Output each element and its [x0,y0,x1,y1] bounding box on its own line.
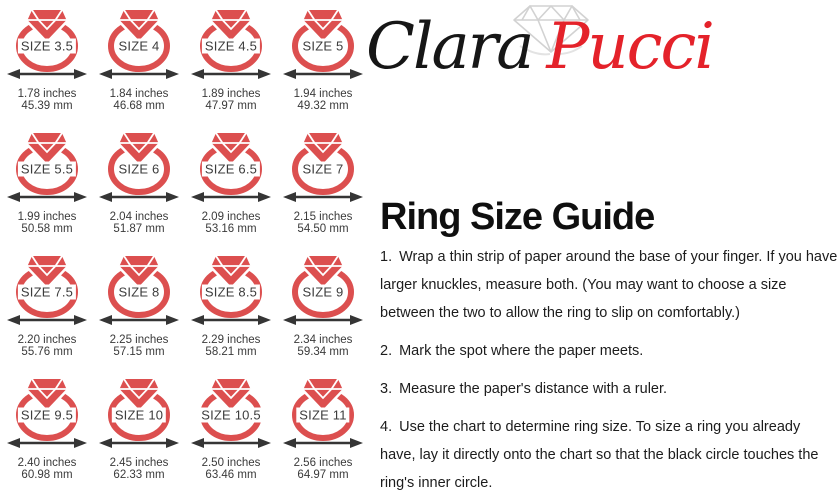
ring-size-label: SIZE 9.5 [18,408,76,423]
step-number: 2. [380,343,393,359]
diameter-inches: 2.09 inches [201,211,261,223]
diameter-inches: 1.89 inches [201,88,261,100]
diameter-mm: 57.15 mm [113,345,165,358]
ring-size-label: SIZE 7.5 [18,285,76,300]
instruction-step [380,337,838,365]
diameter-inches: 2.15 inches [293,211,353,223]
diameter-mm: 63.46 mm [205,468,257,481]
step-text: Use the chart to determine ring size. To size a ring you already have, lay it directly onto the chart so that the black circle touches the ring's inner circle. [380,419,819,491]
instructions-list [380,243,838,501]
instruction-step [380,243,838,327]
step-number: 3. [380,381,393,397]
diameter-inches: 1.94 inches [293,88,353,100]
diameter-inches: 2.45 inches [109,457,169,469]
diameter-mm: 59.34 mm [297,345,349,358]
instruction-step [380,413,838,497]
diameter-inches: 2.34 inches [293,334,353,346]
diameter-mm: 64.97 mm [297,468,349,481]
diameter-inches: 1.99 inches [17,211,77,223]
step-text: Wrap a thin strip of paper around the base of your finger. If you have larger knuckles, measure both. (You may want to choose a size between the two to allow the ring to slip on comfortably.) [380,249,838,321]
page-title: Ring Size Guide [380,196,655,238]
ring-size-label: SIZE 5.5 [18,162,76,177]
ring-size-label: SIZE 8 [116,285,163,300]
step-number: 1. [380,249,393,265]
diameter-inches: 2.04 inches [109,211,169,223]
ring-size-label: SIZE 4 [116,39,163,54]
step-text: Measure the paper's distance with a ruler. [399,381,668,397]
diameter-mm: 45.39 mm [21,99,73,112]
diameter-inches: 1.78 inches [17,88,77,100]
diameter-mm: 50.58 mm [21,222,73,235]
ring-size-label: SIZE 6 [116,162,163,177]
diameter-inches: 2.29 inches [201,334,261,346]
step-text: Mark the spot where the paper meets. [399,343,644,359]
ring-size-label: SIZE 6.5 [202,162,260,177]
diameter-inches: 2.56 inches [293,457,353,469]
step-number: 4. [380,419,393,435]
diameter-mm: 58.21 mm [205,345,257,358]
diameter-inches: 2.20 inches [17,334,77,346]
diameter-mm: 60.98 mm [21,468,73,481]
diameter-inches: 2.25 inches [109,334,169,346]
diameter-mm: 53.16 mm [205,222,257,235]
brand-logo [366,12,713,82]
diameter-mm: 55.76 mm [21,345,73,358]
ring-size-label: SIZE 3.5 [18,39,76,54]
diameter-mm: 46.68 mm [113,99,165,112]
diameter-mm: 49.32 mm [297,99,349,112]
ring-size-label: SIZE 11 [296,408,349,423]
ring-size-label: SIZE 5 [300,39,347,54]
instruction-step [380,375,838,403]
brand-name-pucci: Pucci [546,10,713,84]
diameter-mm: 54.50 mm [297,222,349,235]
ring-size-label: SIZE 10 [112,408,166,423]
ring-size-label: SIZE 10.5 [198,408,264,423]
ring-size-label: SIZE 9 [300,285,347,300]
diameter-inches: 1.84 inches [109,88,169,100]
ring-size-label: SIZE 8.5 [202,285,260,300]
brand-name-clara: Clara [366,10,533,84]
diameter-mm: 51.87 mm [113,222,165,235]
ring-size-label: SIZE 7 [300,162,347,177]
diameter-inches: 2.40 inches [17,457,77,469]
diameter-mm: 62.33 mm [113,468,165,481]
diameter-inches: 2.50 inches [201,457,261,469]
diameter-mm: 47.97 mm [205,99,257,112]
ring-size-label: SIZE 4.5 [202,39,260,54]
